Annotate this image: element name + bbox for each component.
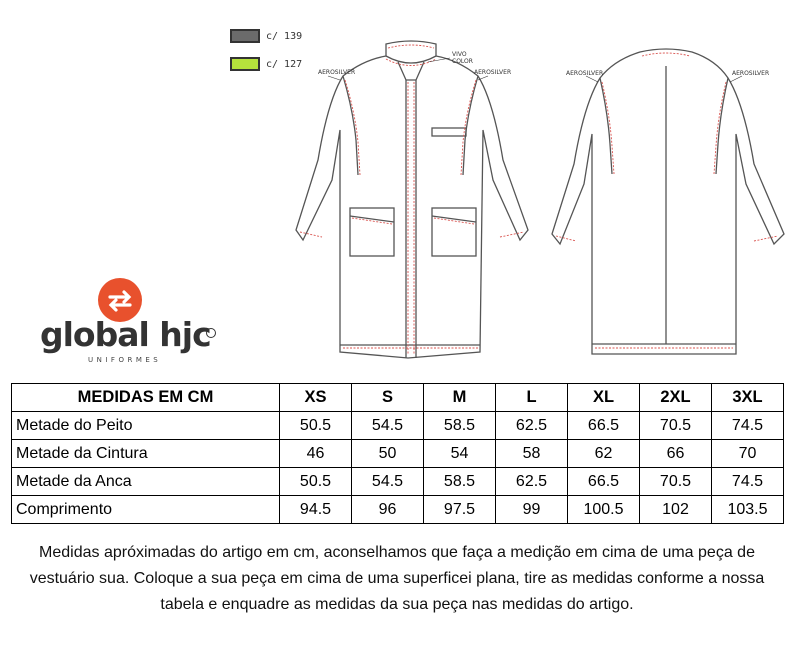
row-label: Comprimento xyxy=(12,496,280,524)
table-row xyxy=(12,468,784,496)
color-label: COLOR xyxy=(452,58,473,65)
table-cell: 62.5 xyxy=(496,412,568,440)
global-hjc-logo xyxy=(36,276,216,366)
table-cell: 103.5 xyxy=(712,496,784,524)
coat-front-drawing xyxy=(288,40,550,365)
logo-subtitle: UNIFORMES xyxy=(88,356,162,364)
table-cell: 66.5 xyxy=(568,468,640,496)
coat-back-drawing xyxy=(548,44,788,364)
legend-label: c/ 127 xyxy=(266,58,303,70)
table-row xyxy=(12,496,784,524)
table-cell: 96 xyxy=(352,496,424,524)
table-cell: 50.5 xyxy=(280,412,352,440)
header-cell: M xyxy=(424,384,496,412)
row-label: Metade da Anca xyxy=(12,468,280,496)
header-cell: XL xyxy=(568,384,640,412)
table-cell: 66.5 xyxy=(568,412,640,440)
logo-name: global hjc xyxy=(40,315,211,354)
header-cell: 2XL xyxy=(640,384,712,412)
table-cell: 74.5 xyxy=(712,468,784,496)
table-cell: 102 xyxy=(640,496,712,524)
header-cell: XS xyxy=(280,384,352,412)
table-row xyxy=(12,440,784,468)
table-cell: 50.5 xyxy=(280,468,352,496)
vivo-label: VIVO xyxy=(452,51,467,58)
table-cell: 62 xyxy=(568,440,640,468)
table-cell: 54 xyxy=(424,440,496,468)
aerosilver-right-label: AEROSILVER xyxy=(732,70,770,77)
table-cell: 100.5 xyxy=(568,496,640,524)
table-cell: 58 xyxy=(496,440,568,468)
header-cell: L xyxy=(496,384,568,412)
table-cell: 54.5 xyxy=(352,468,424,496)
table-cell: 74.5 xyxy=(712,412,784,440)
header-cell: S xyxy=(352,384,424,412)
row-label: Metade da Cintura xyxy=(12,440,280,468)
table-cell: 70 xyxy=(712,440,784,468)
table-row xyxy=(12,412,784,440)
measurement-note: Medidas apróximadas do artigo em cm, aconselhamos que faça a medição em cima de uma peça de vestuário sua. Coloque a sua peça em cima de uma superficei plana, tire as medidas conforme a nossa tabela e enquadre as medidas da sua peça nas medidas do artigo. xyxy=(29,544,765,613)
size-chart-table xyxy=(11,383,784,524)
table-cell: 58.5 xyxy=(424,468,496,496)
aerosilver-left-label: AEROSILVER xyxy=(566,70,604,77)
grey-swatch xyxy=(230,29,260,43)
aerosilver-right-label: AEROSILVER xyxy=(474,69,512,76)
legend-label: c/ 139 xyxy=(266,30,303,42)
table-cell: 50 xyxy=(352,440,424,468)
table-cell: 66 xyxy=(640,440,712,468)
table-cell: 70.5 xyxy=(640,412,712,440)
lime-swatch xyxy=(230,57,260,71)
row-label: Metade do Peito xyxy=(12,412,280,440)
table-cell: 54.5 xyxy=(352,412,424,440)
table-header-row xyxy=(12,384,784,412)
aerosilver-left-label: AEROSILVER xyxy=(318,69,356,76)
table-cell: 70.5 xyxy=(640,468,712,496)
header-cell: 3XL xyxy=(712,384,784,412)
table-cell: 97.5 xyxy=(424,496,496,524)
registered-mark-icon xyxy=(206,328,216,338)
table-cell: 46 xyxy=(280,440,352,468)
table-cell: 99 xyxy=(496,496,568,524)
table-cell: 94.5 xyxy=(280,496,352,524)
table-cell: 62.5 xyxy=(496,468,568,496)
table-cell: 58.5 xyxy=(424,412,496,440)
header-cell: MEDIDAS EM CM xyxy=(12,384,280,412)
